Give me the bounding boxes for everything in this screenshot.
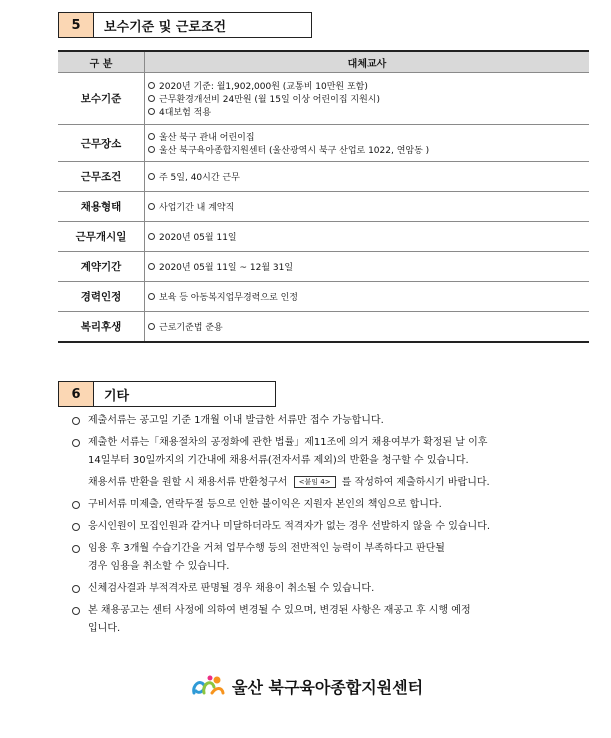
center-logo-icon (190, 673, 226, 699)
row-label: 복리후생 (58, 312, 145, 342)
row-label: 경력인정 (58, 282, 145, 312)
bullet-circle-icon (148, 293, 155, 300)
bullet-circle-icon (148, 263, 155, 270)
bullet-circle-icon (148, 133, 155, 140)
bullet-circle-icon (72, 417, 80, 425)
table-row (58, 312, 589, 342)
row-text: 2020년 05월 11일 ~ 12월 31일 (159, 263, 294, 273)
section-5-header (58, 12, 312, 38)
section-number: 5 (58, 12, 94, 38)
note-text: 신체검사결과 부적격자로 판명될 경우 채용이 취소될 수 있습니다. (88, 583, 375, 594)
section-6-header (58, 381, 276, 407)
bullet-circle-icon (148, 233, 155, 240)
footer (190, 673, 423, 699)
row-text: 주 5일, 40시간 근무 (159, 173, 240, 183)
row-text: 2020년 기준: 월1,902,000원 (교통비 10만원 포함) (159, 82, 368, 92)
row-text: 보육 등 아동복지업무경력으로 인정 (159, 293, 298, 303)
bullet-circle-icon (72, 439, 80, 447)
list-item (70, 434, 570, 452)
table-row (58, 192, 589, 222)
conditions-table (58, 50, 589, 343)
bullet-circle-icon (72, 501, 80, 509)
note-text: 제출한 서류는「채용절차의 공정화에 관한 법률」제11조에 의거 채용여부가 확정된 날 이후 (88, 437, 488, 448)
table-header-row (58, 51, 589, 73)
note-text: 구비서류 미제출, 연락두절 등으로 인한 불이익은 지원자 본인의 책임으로 합니다. (88, 499, 442, 510)
bullet-circle-icon (72, 523, 80, 531)
table-row (58, 73, 589, 125)
bullet-circle-icon (148, 146, 155, 153)
table-row (58, 282, 589, 312)
note-text: 제출서류는 공고일 기준 1개월 이내 발급한 서류만 접수 가능합니다. (88, 415, 384, 426)
table-row (58, 162, 589, 192)
list-item (70, 540, 570, 558)
note-continuation: 경우 임용을 취소할 수 있습니다. (88, 561, 230, 572)
row-text: 2020년 05월 11일 (159, 233, 237, 243)
note-continuation (70, 474, 570, 492)
list-item (70, 412, 570, 430)
notes-list (70, 412, 570, 638)
row-label: 계약기간 (58, 252, 145, 282)
row-text: 근무환경개선비 24만원 (월 15일 이상 어린이집 지원시) (159, 95, 380, 105)
bullet-circle-icon (72, 585, 80, 593)
row-label: 보수기준 (58, 73, 145, 125)
section-title: 보수기준 및 근로조건 (94, 12, 312, 38)
row-label: 근무조건 (58, 162, 145, 192)
bullet-circle-icon (72, 607, 80, 615)
row-label: 근무개시일 (58, 222, 145, 252)
row-text: 근로기준법 준용 (159, 322, 223, 333)
note-text: 본 채용공고는 센터 사정에 의하여 변경될 수 있으며, 변경된 사항은 재공고 후 시행 예정 (88, 605, 471, 616)
note-text: 응시인원이 모집인원과 같거나 미달하더라도 적격자가 없는 경우 선발하지 않을 수 있습니다. (88, 521, 491, 532)
note-text: 임용 후 3개월 수습기간을 거쳐 업무수행 등의 전반적인 능력이 부족하다고 판단될 (88, 543, 445, 554)
row-label: 근무장소 (58, 125, 145, 162)
bullet-circle-icon (148, 203, 155, 210)
note-continuation: 입니다. (88, 623, 121, 634)
row-text: 울산 북구 관내 어린이집 (159, 133, 255, 143)
note-text: 채용서류 반환을 원할 시 채용서류 반환청구서 (88, 477, 288, 488)
organization-name: 울산 북구육아종합지원센터 (232, 677, 424, 697)
table-row (58, 252, 589, 282)
row-text: 울산 북구육아종합지원센터 (울산광역시 북구 산업로 1022, 연암동 ) (159, 146, 430, 156)
table-row (58, 222, 589, 252)
list-item (70, 518, 570, 536)
bullet-circle-icon (148, 173, 155, 180)
bullet-circle-icon (148, 95, 155, 102)
section-title: 기타 (94, 381, 276, 407)
row-text: 4대보험 적용 (159, 108, 212, 118)
header-category: 구 분 (58, 51, 145, 73)
bullet-circle-icon (148, 82, 155, 89)
row-label: 채용형태 (58, 192, 145, 222)
list-item (70, 602, 570, 620)
table-row (58, 125, 589, 162)
bullet-circle-icon (148, 323, 155, 330)
bullet-circle-icon (72, 545, 80, 553)
list-item (70, 496, 570, 514)
attachment-tag: <붙임 4> (294, 476, 336, 488)
header-substitute-teacher: 대체교사 (145, 51, 590, 73)
bullet-circle-icon (148, 108, 155, 115)
note-text: 를 작성하여 제출하시기 바랍니다. (341, 477, 490, 488)
note-continuation: 14일부터 30일까지의 기간내에 채용서류(전자서류 제외)의 반환을 청구할 수 있습니다. (88, 455, 469, 466)
row-text: 사업기간 내 계약직 (159, 203, 235, 213)
list-item (70, 580, 570, 598)
section-number: 6 (58, 381, 94, 407)
